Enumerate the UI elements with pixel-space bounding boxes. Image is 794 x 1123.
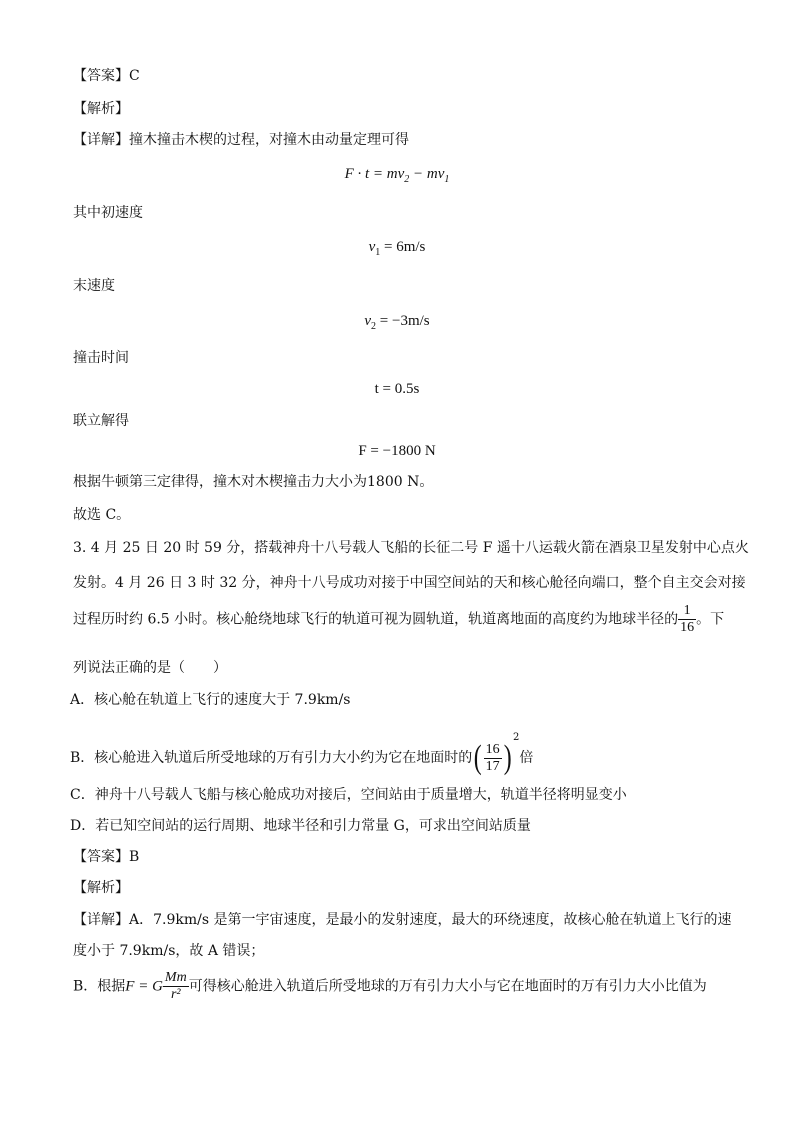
detail-text: 撞木撞击木楔的过程，对撞木由动量定理可得 — [129, 132, 409, 148]
answer-label: 【答案】 — [73, 68, 129, 84]
option-d: D．若已知空间站的运行周期、地球半径和引力常量 G，可求出空间站质量 — [70, 818, 531, 834]
answer-line-1 — [73, 66, 140, 86]
momentum-equation: $F \cdot t = mv_2 - mv_1$ — [344, 166, 450, 185]
conclusion-value: 1800 N — [367, 474, 420, 490]
question3-line1: 3. 4 月 25 日 20 时 59 分，搭载神舟十八号载人飞船的长征二号 F 遥十八运载火箭在酒泉卫星发射中心点火 — [73, 540, 749, 556]
choose-line: 故选 C。 — [73, 507, 131, 523]
option-a: A．核心舱在轨道上飞行的速度大于 7.9km/s — [70, 692, 351, 708]
detail-a-line1: 【详解】A．7.9km/s 是第一宇宙速度，是最小的发射速度，最大的环绕速度，故核心舱在轨道上飞行的速 — [73, 912, 732, 928]
conclusion-line: 根据牛顿第三定律得，撞木对木楔撞击力大小为1800 N。 — [73, 474, 434, 490]
option-c: C．神舟十八号载人飞船与核心舱成功对接后，空间站由于质量增大，轨道半径将明显变小 — [70, 787, 627, 803]
question3-line2: 发射。4 月 26 日 3 时 32 分，神舟十八号成功对接于中国空间站的天和核心舱径向端口，整个自主交会对接 — [73, 575, 746, 591]
final-velocity-label: 末速度 — [73, 278, 115, 294]
final-velocity-equation: $v_2 = -3m/s$ — [364, 313, 430, 332]
detail-line — [73, 130, 409, 150]
detail-b-line: B．根据F = G $\frac{Mm}{\text{r²}}$ 可得核心舱进入轨道后所受地球的万有引力大小与它在地面时的万有引力大小比值为 — [73, 970, 707, 1002]
time-label: 撞击时间 — [73, 350, 129, 366]
initial-velocity-equation: $v_1 = 6m/s$ — [368, 239, 426, 258]
answer-line-2: 【答案】B — [73, 849, 140, 865]
question3-line4: 列说法正确的是（ ） — [73, 660, 227, 676]
ratio-fraction: $\frac{16}{17}$ — [485, 741, 500, 774]
detail-label: 【详解】 — [73, 132, 129, 148]
answer-value: C — [129, 68, 140, 84]
option-b: B．核心舱进入轨道后所受地球的万有引力大小约为它在地面时的( $\frac{16}{17}$ )$^2$倍 — [70, 732, 534, 776]
time-equation: t = 0.5s — [374, 381, 420, 397]
answer-value-2: B — [129, 849, 140, 865]
initial-velocity-label: 其中初速度 — [73, 205, 143, 221]
force-equation: F = −1800 N — [358, 443, 436, 459]
solve-label: 联立解得 — [73, 413, 129, 429]
analysis-label-2: 【解析】 — [73, 880, 129, 896]
detail-a-line2: 度小于 7.9km/s，故 A 错误； — [73, 943, 265, 959]
question3-line3: 过程历时约 6.5 小时。核心舱绕地球飞行的轨道可视为圆轨道，轨道离地面的高度约为地球半径的 $\frac{1}{16}$ 。下 — [73, 603, 725, 635]
gravity-fraction: $\frac{Mm}{\text{r²}}$ — [164, 970, 187, 1002]
height-fraction: $\frac{1}{16}$ — [680, 603, 695, 635]
analysis-label: 【解析】 — [73, 101, 129, 117]
